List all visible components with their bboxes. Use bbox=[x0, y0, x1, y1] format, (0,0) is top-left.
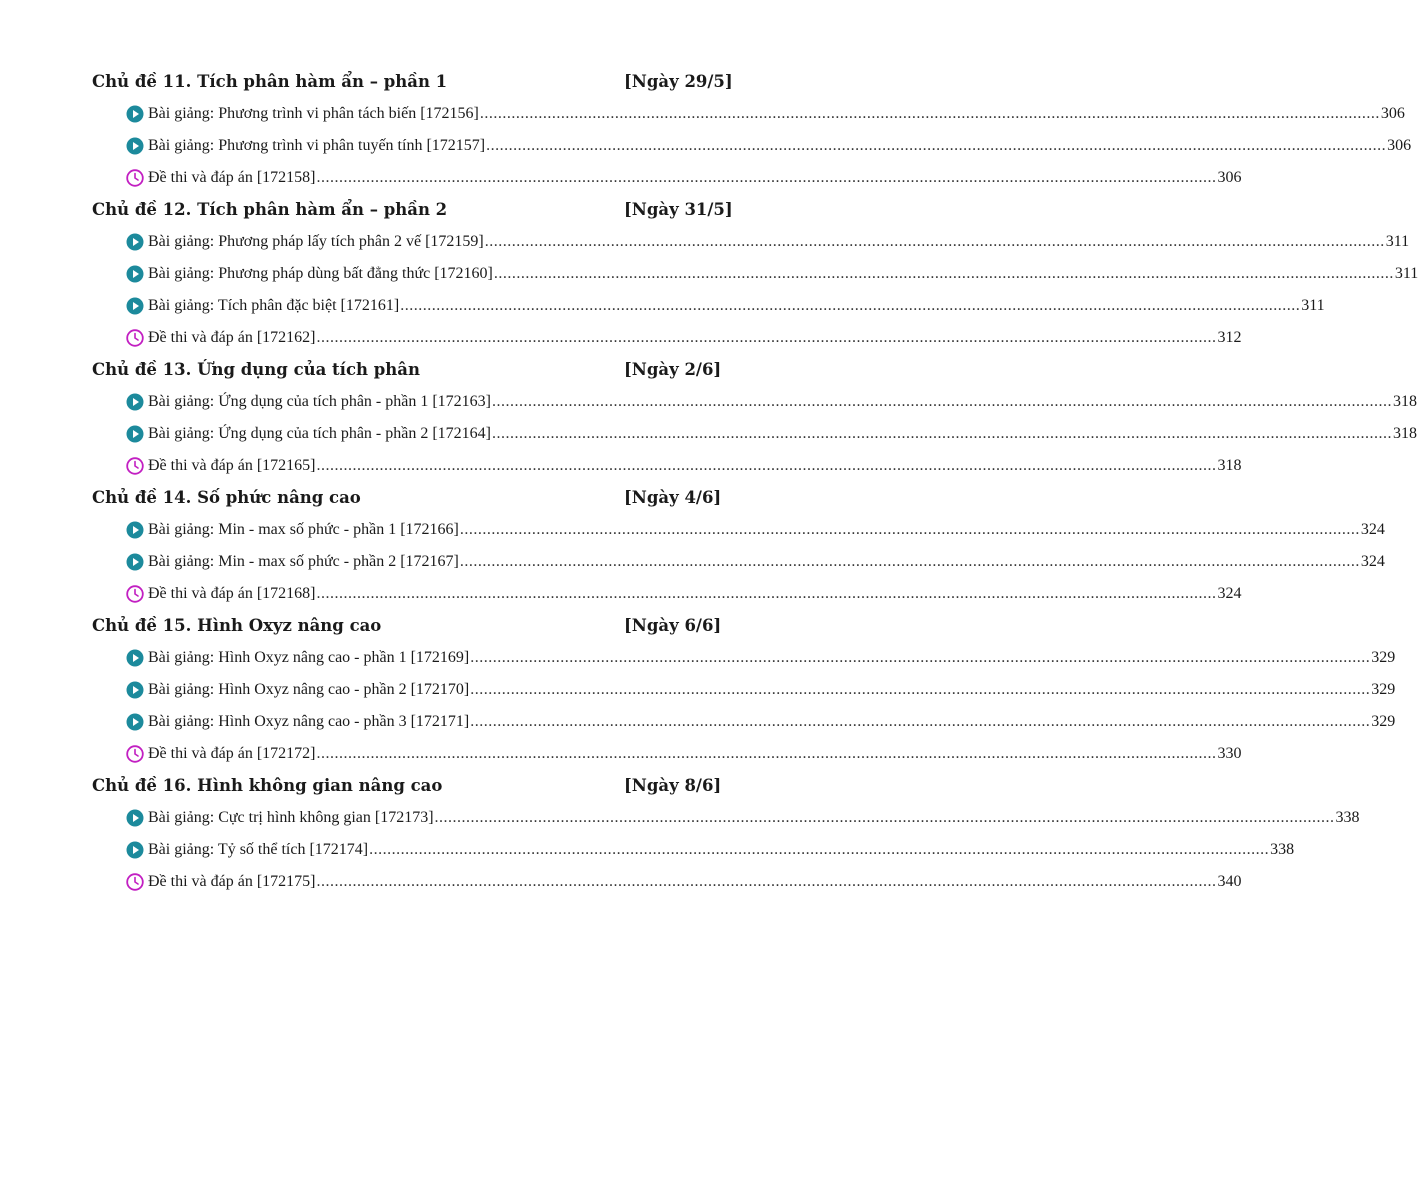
toc-section bbox=[92, 354, 1418, 482]
entry-title: Bài giảng: Phương trình vi phân tách biến [172156] bbox=[148, 105, 479, 122]
dot-leader: ........................................................................................................................................................................................................ bbox=[316, 585, 1217, 602]
dot-leader: ........................................................................................................................................................................................................ bbox=[316, 329, 1217, 346]
entry-title: Đề thi và đáp án [172162] bbox=[148, 329, 316, 346]
section-header bbox=[92, 482, 748, 514]
entry-title: Đề thi và đáp án [172172] bbox=[148, 745, 316, 762]
toc-entry[interactable] bbox=[126, 258, 1418, 290]
dot-leader: ........................................................................................................................................................................................................ bbox=[316, 457, 1217, 474]
play-icon bbox=[126, 265, 144, 283]
entry-title: Bài giảng: Ứng dụng của tích phân - phần 1 [172163] bbox=[148, 393, 492, 410]
section-date: [Ngày 8/6] bbox=[624, 776, 722, 795]
page-number: 318 bbox=[1393, 425, 1418, 442]
section-title: Chủ đề 16. Hình không gian nâng cao bbox=[92, 776, 443, 795]
play-icon bbox=[126, 681, 144, 699]
dot-leader: ........................................................................................................................................................................................................ bbox=[493, 265, 1394, 282]
play-icon bbox=[126, 137, 144, 155]
page-number: 306 bbox=[1380, 105, 1405, 122]
section-header bbox=[92, 66, 748, 98]
toc-entry[interactable] bbox=[126, 674, 1396, 706]
entry-title: Bài giảng: Tỷ số thể tích [172174] bbox=[148, 841, 369, 858]
table-of-contents bbox=[92, 66, 1418, 898]
toc-section bbox=[92, 194, 1418, 354]
toc-entry[interactable] bbox=[126, 802, 1360, 834]
toc-entry[interactable] bbox=[126, 514, 1385, 546]
dot-leader: ........................................................................................................................................................................................................ bbox=[316, 745, 1217, 762]
play-icon bbox=[126, 553, 144, 571]
dot-leader: ........................................................................................................................................................................................................ bbox=[470, 681, 1371, 698]
entry-title: Bài giảng: Phương trình vi phân tuyến tính [172157] bbox=[148, 137, 486, 154]
section-title: Chủ đề 12. Tích phân hàm ẩn – phần 2 bbox=[92, 200, 448, 219]
toc-entry[interactable] bbox=[126, 450, 1242, 482]
toc-entry[interactable] bbox=[126, 130, 1412, 162]
play-icon bbox=[126, 649, 144, 667]
section-title: Chủ đề 11. Tích phân hàm ẩn – phần 1 bbox=[92, 72, 448, 91]
entry-title: Đề thi và đáp án [172168] bbox=[148, 585, 316, 602]
play-icon bbox=[126, 105, 144, 123]
page-number: 338 bbox=[1335, 809, 1360, 826]
clock-icon bbox=[126, 329, 144, 347]
dot-leader: ........................................................................................................................................................................................................ bbox=[470, 713, 1371, 730]
page-number: 318 bbox=[1217, 457, 1242, 474]
page-number: 340 bbox=[1217, 873, 1242, 890]
page-number: 324 bbox=[1360, 553, 1385, 570]
section-date: [Ngày 29/5] bbox=[624, 72, 733, 91]
dot-leader: ........................................................................................................................................................................................................ bbox=[369, 841, 1270, 858]
toc-entry[interactable] bbox=[126, 578, 1242, 610]
clock-icon bbox=[126, 169, 144, 187]
dot-leader: ........................................................................................................................................................................................................ bbox=[316, 873, 1217, 890]
toc-entry[interactable] bbox=[126, 322, 1242, 354]
dot-leader: ........................................................................................................................................................................................................ bbox=[479, 105, 1380, 122]
toc-entry[interactable] bbox=[126, 226, 1410, 258]
page-number: 338 bbox=[1270, 841, 1295, 858]
toc-entry[interactable] bbox=[126, 834, 1295, 866]
page-number: 311 bbox=[1385, 233, 1410, 250]
entry-title: Bài giảng: Hình Oxyz nâng cao - phần 1 [172169] bbox=[148, 649, 470, 666]
clock-icon bbox=[126, 745, 144, 763]
section-header bbox=[92, 354, 748, 386]
dot-leader: ........................................................................................................................................................................................................ bbox=[486, 137, 1387, 154]
clock-icon bbox=[126, 457, 144, 475]
entry-title: Bài giảng: Phương pháp lấy tích phân 2 vế [172159] bbox=[148, 233, 484, 250]
play-icon bbox=[126, 841, 144, 859]
entry-title: Đề thi và đáp án [172158] bbox=[148, 169, 316, 186]
entry-title: Bài giảng: Ứng dụng của tích phân - phần 2 [172164] bbox=[148, 425, 492, 442]
page-number: 329 bbox=[1371, 681, 1396, 698]
toc-section bbox=[92, 610, 1396, 770]
play-icon bbox=[126, 521, 144, 539]
toc-entry[interactable] bbox=[126, 738, 1242, 770]
toc-entry[interactable] bbox=[126, 706, 1396, 738]
play-icon bbox=[126, 809, 144, 827]
page-number: 329 bbox=[1371, 649, 1396, 666]
play-icon bbox=[126, 297, 144, 315]
play-icon bbox=[126, 233, 144, 251]
toc-section bbox=[92, 66, 1412, 194]
toc-entry[interactable] bbox=[126, 546, 1385, 578]
section-header bbox=[92, 770, 748, 802]
entry-title: Bài giảng: Tích phân đặc biệt [172161] bbox=[148, 297, 400, 314]
page-number: 318 bbox=[1393, 393, 1418, 410]
toc-entry[interactable] bbox=[126, 418, 1418, 450]
dot-leader: ........................................................................................................................................................................................................ bbox=[492, 425, 1393, 442]
toc-section bbox=[92, 482, 1385, 610]
entry-title: Bài giảng: Hình Oxyz nâng cao - phần 3 [172171] bbox=[148, 713, 470, 730]
toc-entry[interactable] bbox=[126, 386, 1418, 418]
page-number: 329 bbox=[1371, 713, 1396, 730]
section-title: Chủ đề 15. Hình Oxyz nâng cao bbox=[92, 616, 382, 635]
page-number: 311 bbox=[1301, 297, 1325, 314]
dot-leader: ........................................................................................................................................................................................................ bbox=[434, 809, 1335, 826]
toc-entry[interactable] bbox=[126, 290, 1325, 322]
section-header bbox=[92, 194, 748, 226]
entry-title: Bài giảng: Phương pháp dùng bất đẳng thức [172160] bbox=[148, 265, 493, 282]
page-number: 324 bbox=[1217, 585, 1242, 602]
section-date: [Ngày 4/6] bbox=[624, 488, 722, 507]
entry-title: Đề thi và đáp án [172165] bbox=[148, 457, 316, 474]
section-date: [Ngày 31/5] bbox=[624, 200, 733, 219]
entry-title: Bài giảng: Hình Oxyz nâng cao - phần 2 [172170] bbox=[148, 681, 470, 698]
dot-leader: ........................................................................................................................................................................................................ bbox=[470, 649, 1371, 666]
page-number: 311 bbox=[1394, 265, 1418, 282]
play-icon bbox=[126, 425, 144, 443]
play-icon bbox=[126, 393, 144, 411]
section-date: [Ngày 2/6] bbox=[624, 360, 722, 379]
page-number: 306 bbox=[1217, 169, 1242, 186]
clock-icon bbox=[126, 585, 144, 603]
page-number: 306 bbox=[1387, 137, 1412, 154]
section-header bbox=[92, 610, 748, 642]
dot-leader: ........................................................................................................................................................................................................ bbox=[484, 233, 1385, 250]
section-date: [Ngày 6/6] bbox=[624, 616, 722, 635]
clock-icon bbox=[126, 873, 144, 891]
toc-entry[interactable] bbox=[126, 98, 1405, 130]
dot-leader: ........................................................................................................................................................................................................ bbox=[316, 169, 1217, 186]
dot-leader: ........................................................................................................................................................................................................ bbox=[459, 521, 1360, 538]
toc-section bbox=[92, 770, 1360, 898]
entry-title: Bài giảng: Min - max số phức - phần 2 [172167] bbox=[148, 553, 459, 570]
dot-leader: ........................................................................................................................................................................................................ bbox=[400, 297, 1301, 314]
dot-leader: ........................................................................................................................................................................................................ bbox=[459, 553, 1360, 570]
entry-title: Bài giảng: Cực trị hình không gian [172173] bbox=[148, 809, 434, 826]
page-number: 312 bbox=[1217, 329, 1242, 346]
page-number: 324 bbox=[1360, 521, 1385, 538]
entry-title: Đề thi và đáp án [172175] bbox=[148, 873, 316, 890]
toc-entry[interactable] bbox=[126, 642, 1396, 674]
dot-leader: ........................................................................................................................................................................................................ bbox=[492, 393, 1393, 410]
section-title: Chủ đề 13. Ứng dụng của tích phân bbox=[92, 360, 420, 379]
toc-entry[interactable] bbox=[126, 162, 1242, 194]
play-icon bbox=[126, 713, 144, 731]
section-title: Chủ đề 14. Số phức nâng cao bbox=[92, 488, 361, 507]
entry-title: Bài giảng: Min - max số phức - phần 1 [172166] bbox=[148, 521, 459, 538]
toc-entry[interactable] bbox=[126, 866, 1242, 898]
page-number: 330 bbox=[1217, 745, 1242, 762]
